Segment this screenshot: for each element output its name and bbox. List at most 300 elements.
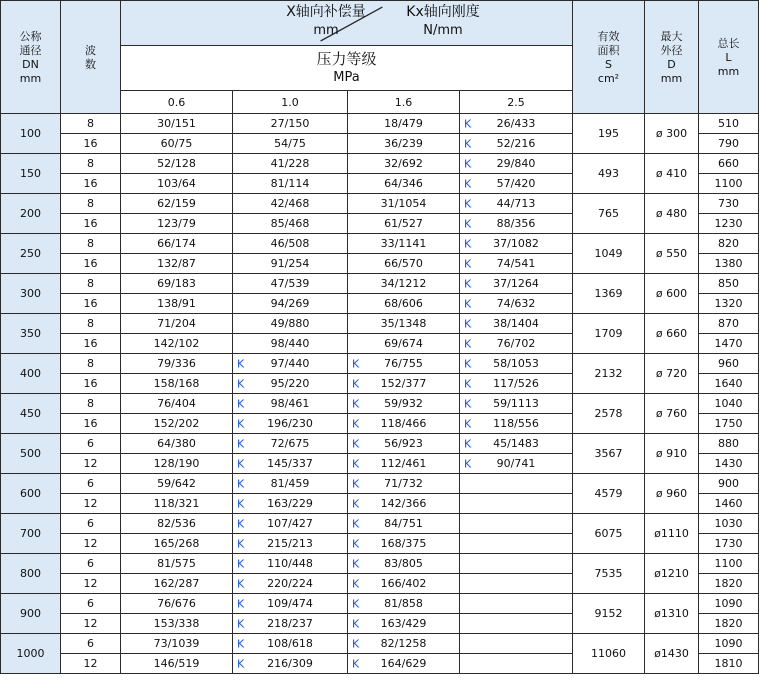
k-mark: K: [237, 437, 245, 450]
comp-stiffness-value: 59/1113: [493, 397, 539, 410]
header-waves-line: 数: [85, 57, 96, 71]
k-mark: K: [237, 377, 245, 390]
comp-stiffness-cell: [348, 374, 460, 394]
comp-stiffness-cell: [121, 634, 233, 654]
length-cell: 1230: [699, 214, 759, 234]
comp-stiffness-value: 196/230: [267, 417, 313, 430]
waves-cell: 6: [61, 474, 121, 494]
comp-stiffness-cell: [460, 114, 573, 134]
area-cell: 4579: [573, 474, 645, 514]
k-mark: K: [237, 417, 245, 430]
waves-cell: 6: [61, 634, 121, 654]
area-cell: 9152: [573, 594, 645, 634]
length-cell: 1090: [699, 634, 759, 654]
comp-stiffness-cell: [121, 594, 233, 614]
comp-stiffness-value: 34/1212: [380, 277, 427, 290]
header-pressure-level: 0.6: [121, 91, 233, 114]
comp-stiffness-cell: [460, 274, 573, 294]
comp-stiffness-value: 123/79: [157, 217, 196, 230]
table-row: [1, 474, 759, 494]
length-cell: 510: [699, 114, 759, 134]
comp-stiffness-value: 168/375: [380, 537, 427, 550]
comp-stiffness-value: 74/541: [496, 257, 536, 270]
k-mark: K: [237, 397, 245, 410]
comp-stiffness-value: 57/420: [496, 177, 536, 190]
comp-stiffness-value: 103/64: [157, 177, 196, 190]
header-area: [573, 1, 645, 114]
header-area-line: S: [605, 57, 612, 71]
comp-stiffness-cell: [233, 594, 348, 614]
header-pressure-unit: MPa: [333, 70, 360, 85]
comp-stiffness-value: 94/269: [270, 297, 310, 310]
comp-stiffness-value: 81/858: [384, 597, 423, 610]
comp-stiffness-cell: [348, 194, 460, 214]
waves-cell: 16: [61, 174, 121, 194]
waves-cell: 16: [61, 294, 121, 314]
waves-cell: 8: [61, 114, 121, 134]
header-pressure-level: 1.0: [233, 91, 348, 114]
header-comp-right-title: Kx轴向刚度: [406, 4, 480, 20]
comp-stiffness-cell: [121, 134, 233, 154]
k-mark: K: [464, 397, 472, 410]
k-mark: K: [464, 317, 472, 330]
comp-stiffness-value: 109/474: [267, 597, 313, 610]
comp-stiffness-cell: [460, 134, 573, 154]
comp-stiffness-cell: [460, 314, 573, 334]
area-cell: 1709: [573, 314, 645, 354]
table-row: [1, 434, 759, 454]
k-mark: K: [237, 357, 245, 370]
comp-stiffness-cell: [460, 234, 573, 254]
comp-stiffness-cell: [233, 434, 348, 454]
comp-stiffness-value: 95/220: [270, 377, 310, 390]
od-cell: ø1430: [645, 634, 699, 674]
comp-stiffness-cell: [348, 474, 460, 494]
k-mark: K: [352, 537, 360, 550]
comp-stiffness-cell: [460, 194, 573, 214]
comp-stiffness-cell: [233, 374, 348, 394]
comp-stiffness-value: 88/356: [496, 217, 536, 230]
dn-cell: 350: [1, 314, 61, 354]
waves-cell: 16: [61, 134, 121, 154]
length-cell: 730: [699, 194, 759, 214]
k-mark: K: [237, 577, 245, 590]
waves-cell: 12: [61, 574, 121, 594]
comp-stiffness-value: 76/676: [157, 597, 196, 610]
comp-stiffness-value: 73/1039: [153, 637, 200, 650]
area-cell: 7535: [573, 554, 645, 594]
header-pressure-level: 1.6: [348, 91, 460, 114]
k-mark: K: [237, 637, 245, 650]
comp-stiffness-cell: [348, 554, 460, 574]
k-mark: K: [464, 157, 472, 170]
header-od-line: mm: [660, 71, 683, 85]
comp-stiffness-cell: [460, 534, 573, 554]
dn-cell: 300: [1, 274, 61, 314]
k-mark: K: [237, 617, 245, 630]
comp-stiffness-cell: [348, 394, 460, 414]
comp-stiffness-cell: [233, 114, 348, 134]
comp-stiffness-value: 142/102: [153, 337, 200, 350]
comp-stiffness-cell: [121, 234, 233, 254]
od-cell: ø 480: [645, 194, 699, 234]
comp-stiffness-cell: [348, 314, 460, 334]
header-waves: [61, 1, 121, 114]
comp-stiffness-value: 163/229: [267, 497, 313, 510]
comp-stiffness-cell: [233, 554, 348, 574]
comp-stiffness-value: 163/429: [380, 617, 427, 630]
comp-stiffness-value: 44/713: [496, 197, 536, 210]
waves-cell: 8: [61, 354, 121, 374]
comp-stiffness-cell: [233, 414, 348, 434]
waves-cell: 6: [61, 554, 121, 574]
header-pressure-title: 压力等级: [316, 50, 377, 68]
k-mark: K: [237, 657, 245, 670]
header-od: [645, 1, 699, 114]
comp-stiffness-value: 72/675: [270, 437, 310, 450]
comp-stiffness-cell: [121, 114, 233, 134]
length-cell: 1090: [699, 594, 759, 614]
length-cell: 1430: [699, 454, 759, 474]
comp-stiffness-value: 98/440: [270, 337, 310, 350]
comp-stiffness-cell: [121, 254, 233, 274]
dn-cell: 900: [1, 594, 61, 634]
waves-cell: 12: [61, 454, 121, 474]
comp-stiffness-value: 71/204: [157, 317, 196, 330]
area-cell: 6075: [573, 514, 645, 554]
table-row: [1, 234, 759, 254]
length-cell: 1750: [699, 414, 759, 434]
comp-stiffness-value: 108/618: [267, 637, 313, 650]
waves-cell: 8: [61, 274, 121, 294]
k-mark: K: [464, 357, 472, 370]
length-cell: 1100: [699, 554, 759, 574]
header-pressure-level: 2.5: [460, 91, 573, 114]
comp-stiffness-cell: [233, 294, 348, 314]
comp-stiffness-value: 132/87: [157, 257, 196, 270]
header-dn-line: mm: [19, 71, 42, 85]
comp-stiffness-value: 37/1082: [493, 237, 539, 250]
length-cell: 1100: [699, 174, 759, 194]
comp-stiffness-value: 81/114: [270, 177, 310, 190]
comp-stiffness-value: 71/732: [384, 477, 423, 490]
length-cell: 960: [699, 354, 759, 374]
comp-stiffness-value: 128/190: [153, 457, 200, 470]
comp-stiffness-value: 118/321: [153, 497, 200, 510]
comp-stiffness-value: 27/150: [270, 117, 310, 130]
od-cell: ø 550: [645, 234, 699, 274]
od-cell: ø 410: [645, 154, 699, 194]
comp-stiffness-cell: [348, 514, 460, 534]
k-mark: K: [352, 577, 360, 590]
length-cell: 1040: [699, 394, 759, 414]
comp-stiffness-cell: [348, 354, 460, 374]
comp-stiffness-cell: [121, 534, 233, 554]
comp-stiffness-value: 69/183: [157, 277, 196, 290]
comp-stiffness-value: 66/174: [157, 237, 196, 250]
k-mark: K: [352, 457, 360, 470]
dn-cell: 600: [1, 474, 61, 514]
table-row: [1, 194, 759, 214]
comp-stiffness-cell: [121, 274, 233, 294]
k-mark: K: [352, 437, 360, 450]
comp-stiffness-cell: [460, 634, 573, 654]
comp-stiffness-cell: [460, 554, 573, 574]
comp-stiffness-cell: [348, 614, 460, 634]
comp-stiffness-value: 49/880: [270, 317, 310, 330]
comp-stiffness-cell: [348, 134, 460, 154]
comp-stiffness-value: 152/202: [153, 417, 200, 430]
comp-stiffness-value: 82/536: [157, 517, 196, 530]
table-row: [1, 154, 759, 174]
dn-cell: 450: [1, 394, 61, 434]
comp-stiffness-value: 29/840: [496, 157, 536, 170]
k-mark: K: [464, 137, 472, 150]
k-mark: K: [464, 277, 472, 290]
k-mark: K: [237, 497, 245, 510]
waves-cell: 12: [61, 614, 121, 634]
od-cell: ø 600: [645, 274, 699, 314]
comp-stiffness-cell: [233, 514, 348, 534]
waves-cell: 8: [61, 154, 121, 174]
comp-stiffness-cell: [121, 194, 233, 214]
comp-stiffness-cell: [121, 354, 233, 374]
comp-stiffness-cell: [233, 134, 348, 154]
k-mark: K: [464, 457, 472, 470]
k-mark: K: [352, 377, 360, 390]
comp-stiffness-value: 47/539: [270, 277, 310, 290]
od-cell: ø 960: [645, 474, 699, 514]
comp-stiffness-cell: [233, 614, 348, 634]
length-cell: 820: [699, 234, 759, 254]
k-mark: K: [464, 177, 472, 190]
comp-stiffness-cell: [233, 494, 348, 514]
comp-stiffness-cell: [233, 654, 348, 674]
comp-stiffness-value: 220/224: [267, 577, 313, 590]
comp-stiffness-value: 107/427: [267, 517, 313, 530]
comp-stiffness-cell: [233, 234, 348, 254]
comp-stiffness-cell: [233, 394, 348, 414]
comp-stiffness-cell: [460, 654, 573, 674]
waves-cell: 16: [61, 374, 121, 394]
k-mark: K: [464, 117, 472, 130]
area-cell: 765: [573, 194, 645, 234]
comp-stiffness-cell: [460, 254, 573, 274]
comp-stiffness-value: 56/923: [384, 437, 423, 450]
k-mark: K: [352, 477, 360, 490]
comp-stiffness-value: 62/159: [157, 197, 196, 210]
table-row: [1, 594, 759, 614]
comp-stiffness-value: 41/228: [270, 157, 310, 170]
k-mark: K: [352, 597, 360, 610]
comp-stiffness-value: 118/556: [493, 417, 539, 430]
length-cell: 1640: [699, 374, 759, 394]
comp-stiffness-value: 81/459: [270, 477, 310, 490]
length-cell: 1380: [699, 254, 759, 274]
header-area-line: 有效: [597, 29, 620, 43]
k-mark: K: [352, 517, 360, 530]
dn-cell: 800: [1, 554, 61, 594]
comp-stiffness-value: 216/309: [267, 657, 313, 670]
comp-stiffness-cell: [348, 574, 460, 594]
comp-stiffness-value: 69/674: [384, 337, 423, 350]
area-cell: 493: [573, 154, 645, 194]
comp-stiffness-value: 76/755: [384, 357, 423, 370]
comp-stiffness-cell: [121, 154, 233, 174]
waves-cell: 8: [61, 194, 121, 214]
header-od-line: 外径: [660, 43, 683, 57]
k-mark: K: [464, 257, 472, 270]
header-comp-left-unit: mm: [313, 23, 339, 38]
header-area-line: 面积: [597, 43, 620, 57]
waves-cell: 12: [61, 534, 121, 554]
length-cell: 1730: [699, 534, 759, 554]
comp-stiffness-cell: [348, 414, 460, 434]
k-mark: K: [464, 297, 472, 310]
comp-stiffness-value: 142/366: [380, 497, 427, 510]
od-cell: ø1210: [645, 554, 699, 594]
header-dn-line: 公称: [19, 29, 42, 43]
comp-stiffness-value: 152/377: [380, 377, 427, 390]
comp-stiffness-cell: [348, 114, 460, 134]
comp-stiffness-value: 32/692: [384, 157, 423, 170]
comp-stiffness-value: 33/1141: [380, 237, 427, 250]
k-mark: K: [352, 637, 360, 650]
waves-cell: 16: [61, 414, 121, 434]
comp-stiffness-value: 76/404: [157, 397, 196, 410]
k-mark: K: [464, 437, 472, 450]
comp-stiffness-cell: [348, 534, 460, 554]
table-row: [1, 634, 759, 654]
comp-stiffness-value: 83/805: [384, 557, 423, 570]
header-length-line: mm: [717, 64, 740, 78]
header-dn-line: 通径: [19, 43, 42, 57]
k-mark: K: [237, 517, 245, 530]
waves-cell: 12: [61, 654, 121, 674]
k-mark: K: [352, 557, 360, 570]
comp-stiffness-cell: [460, 414, 573, 434]
comp-stiffness-cell: [121, 614, 233, 634]
comp-stiffness-cell: [348, 654, 460, 674]
comp-stiffness-value: 38/1404: [493, 317, 539, 330]
table-row: [1, 114, 759, 134]
dn-cell: 1000: [1, 634, 61, 674]
comp-stiffness-cell: [233, 534, 348, 554]
comp-stiffness-value: 218/237: [267, 617, 313, 630]
length-cell: 1820: [699, 574, 759, 594]
comp-stiffness-cell: [348, 154, 460, 174]
area-cell: 2132: [573, 354, 645, 394]
k-mark: K: [464, 337, 472, 350]
comp-stiffness-cell: [348, 434, 460, 454]
dn-cell: 200: [1, 194, 61, 234]
comp-stiffness-cell: [121, 334, 233, 354]
comp-stiffness-value: 31/1054: [380, 197, 427, 210]
k-mark: K: [464, 417, 472, 430]
comp-stiffness-value: 138/91: [157, 297, 196, 310]
comp-stiffness-value: 118/466: [380, 417, 427, 430]
comp-stiffness-value: 42/468: [270, 197, 310, 210]
comp-stiffness-value: 45/1483: [493, 437, 539, 450]
waves-cell: 16: [61, 214, 121, 234]
comp-stiffness-value: 153/338: [153, 617, 200, 630]
header-comp-right-unit: N/mm: [423, 23, 463, 38]
comp-stiffness-value: 85/468: [270, 217, 310, 230]
comp-stiffness-value: 112/461: [380, 457, 427, 470]
k-mark: K: [352, 357, 360, 370]
comp-stiffness-value: 52/216: [496, 137, 536, 150]
comp-stiffness-value: 54/75: [274, 137, 306, 150]
comp-stiffness-value: 64/346: [384, 177, 423, 190]
length-cell: 900: [699, 474, 759, 494]
comp-stiffness-cell: [460, 174, 573, 194]
k-mark: K: [237, 477, 245, 490]
comp-stiffness-cell: [460, 394, 573, 414]
length-cell: 880: [699, 434, 759, 454]
header-waves-line: 波: [85, 43, 96, 57]
area-cell: 2578: [573, 394, 645, 434]
comp-stiffness-cell: [460, 374, 573, 394]
table-row: [1, 274, 759, 294]
comp-stiffness-value: 66/570: [384, 257, 423, 270]
comp-stiffness-cell: [121, 554, 233, 574]
header-dn-line: DN: [22, 57, 39, 71]
comp-stiffness-cell: [121, 294, 233, 314]
comp-stiffness-cell: [121, 214, 233, 234]
comp-stiffness-cell: [460, 354, 573, 374]
comp-stiffness-value: 30/151: [157, 117, 196, 130]
length-cell: 1810: [699, 654, 759, 674]
comp-stiffness-cell: [233, 454, 348, 474]
dn-cell: 700: [1, 514, 61, 554]
waves-cell: 8: [61, 314, 121, 334]
k-mark: K: [237, 457, 245, 470]
comp-stiffness-value: 145/337: [267, 457, 313, 470]
comp-stiffness-cell: [233, 334, 348, 354]
comp-stiffness-cell: [121, 414, 233, 434]
comp-stiffness-cell: [121, 574, 233, 594]
comp-stiffness-cell: [460, 594, 573, 614]
dn-cell: 400: [1, 354, 61, 394]
comp-stiffness-value: 76/702: [496, 337, 536, 350]
comp-stiffness-cell: [121, 174, 233, 194]
k-mark: K: [464, 377, 472, 390]
header-od-line: 最大: [660, 29, 683, 43]
length-cell: 870: [699, 314, 759, 334]
comp-stiffness-cell: [348, 594, 460, 614]
area-cell: 195: [573, 114, 645, 154]
comp-stiffness-cell: [233, 254, 348, 274]
comp-stiffness-value: 98/461: [270, 397, 310, 410]
area-cell: 1369: [573, 274, 645, 314]
od-cell: ø 660: [645, 314, 699, 354]
dn-cell: 500: [1, 434, 61, 474]
comp-stiffness-cell: [233, 214, 348, 234]
comp-stiffness-cell: [460, 474, 573, 494]
length-cell: 1030: [699, 514, 759, 534]
k-mark: K: [352, 417, 360, 430]
header-dn: [1, 1, 61, 114]
table-row: [1, 314, 759, 334]
comp-stiffness-cell: [121, 654, 233, 674]
length-cell: 790: [699, 134, 759, 154]
header-area-line: cm²: [597, 71, 620, 85]
comp-stiffness-value: 61/527: [384, 217, 423, 230]
comp-stiffness-cell: [348, 174, 460, 194]
comp-stiffness-value: 90/741: [496, 457, 536, 470]
comp-stiffness-cell: [348, 454, 460, 474]
comp-stiffness-cell: [348, 634, 460, 654]
